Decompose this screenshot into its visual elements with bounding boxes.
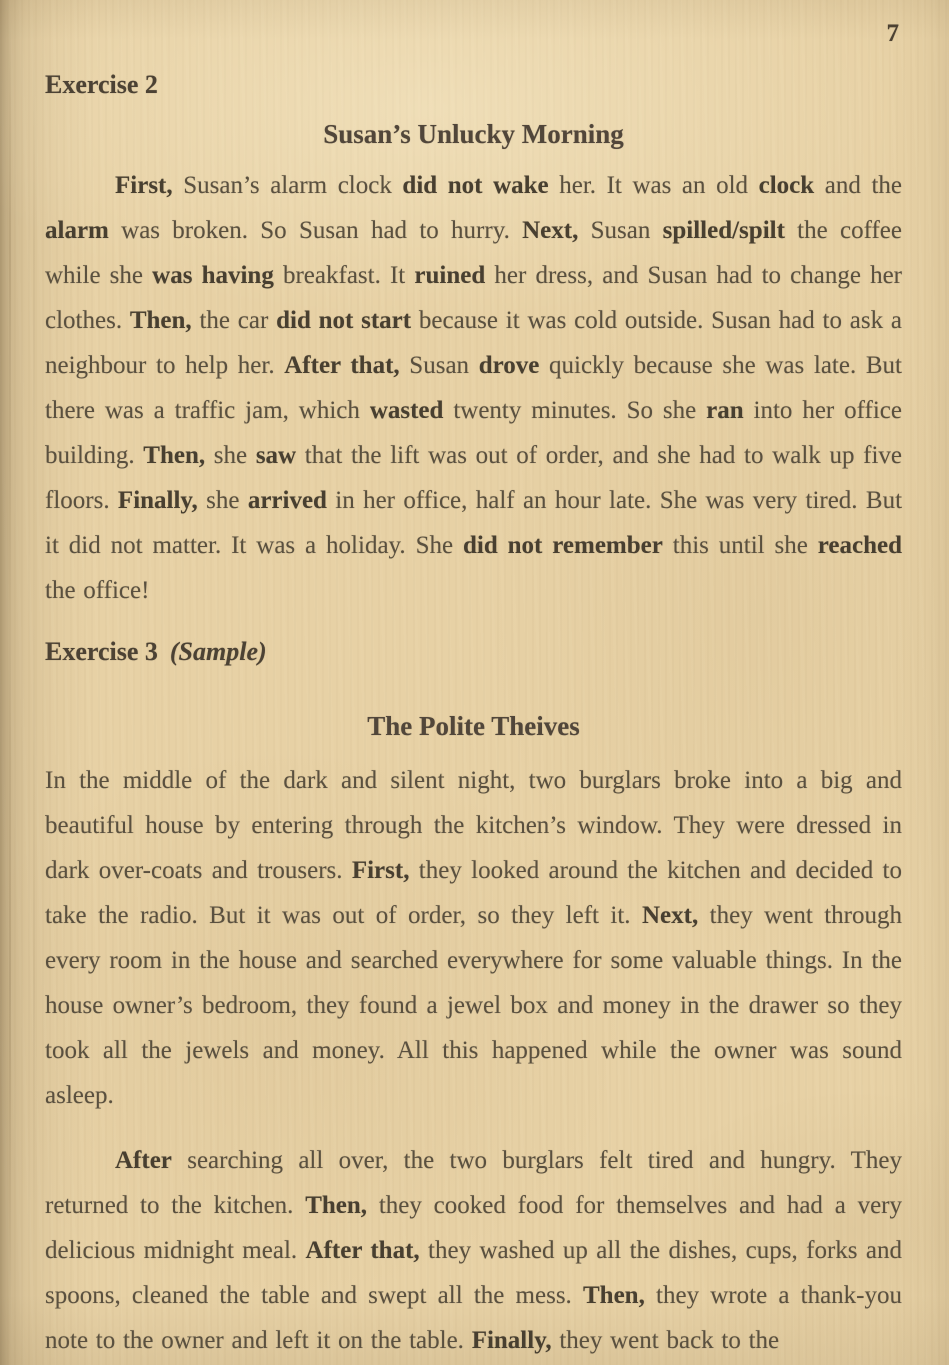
exercise2-paragraph — [45, 163, 902, 613]
bold-text-segment: First, — [351, 857, 410, 884]
text-segment: searching all over, the two burglars felt tired and hungry. They returned to the kitchen. — [45, 1147, 902, 1219]
exercise2-heading-label: Exercise 2 — [45, 70, 158, 99]
text-segment: Susan’s alarm clock — [172, 172, 403, 199]
text-segment: the coffee while she — [45, 217, 902, 289]
bold-text-segment: First, — [115, 172, 173, 199]
text-segment: was broken. So Susan had to hurry. — [108, 217, 523, 244]
text-segment: they went through every room in the house and searched everywhere for some valuable things. In the house owner’s bedroom, they found a jewel box and money in the drawer so they took all the jewels and money. All this happened while the owner was sound asleep. — [45, 902, 902, 1109]
exercise3-paragraph-1 — [45, 758, 902, 1118]
exercise2-heading — [45, 70, 902, 100]
page-number: 7 — [886, 20, 899, 47]
bold-text-segment: Next, — [642, 902, 699, 929]
bold-text-segment: arrived — [247, 487, 327, 514]
text-segment: quickly because she was late. But there was a traffic jam, which — [45, 352, 902, 424]
text-segment: they wrote a thank-you note to the owner and left it on the table. — [45, 1282, 902, 1354]
text-segment: they cooked food for themselves and had a very delicious midnight meal. — [45, 1192, 902, 1264]
bold-text-segment: saw — [255, 442, 297, 469]
bold-text-segment: ran — [706, 397, 744, 424]
text-segment: in her office, half an hour late. She was very tired. But it did not matter. It was a holiday. She — [45, 487, 903, 559]
text-segment: she — [205, 442, 256, 469]
text-segment: her. It was an old — [548, 172, 759, 199]
paper-scratch — [33, 0, 35, 1365]
bold-text-segment: After that, — [284, 352, 400, 379]
bold-text-segment: wasted — [369, 397, 444, 424]
bold-text-segment: drove — [478, 352, 540, 379]
text-segment: they washed up all the dishes, cups, forks and spoons, cleaned the table and swept all the mess. — [45, 1237, 902, 1309]
text-segment: into her office building. — [45, 397, 903, 469]
bold-text-segment: did not wake — [402, 172, 549, 199]
exercise3-story-title: The Polite Theives — [367, 711, 580, 741]
page-content — [45, 70, 902, 1363]
bold-text-segment: Then, — [143, 442, 206, 469]
bold-text-segment: Then, — [583, 1282, 645, 1309]
bold-text-segment: spilled/spilt — [662, 217, 785, 244]
text-segment: breakfast. It — [273, 262, 415, 289]
bold-text-segment: After — [115, 1147, 172, 1174]
text-segment: the car — [191, 307, 277, 334]
bold-text-segment: reached — [817, 532, 902, 559]
text-segment: they looked around the kitchen and decided to take the radio. But it was out of order, so they left it. — [45, 857, 902, 929]
bold-text-segment: Finally, — [117, 487, 198, 514]
bold-text-segment: Finally, — [471, 1327, 552, 1354]
exercise2-story-title: Susan’s Unlucky Morning — [323, 119, 624, 149]
text-segment: they went back to the — [551, 1327, 780, 1354]
exercise3-heading — [45, 637, 902, 667]
bold-text-segment: ruined — [414, 262, 486, 289]
bold-text-segment: Next, — [522, 217, 579, 244]
bold-text-segment: did not start — [276, 307, 412, 334]
bold-text-segment: did not remember — [462, 532, 663, 559]
text-segment: because it was cold outside. Susan had to ask a neighbour to help her. — [45, 307, 902, 379]
bold-text-segment: clock — [758, 172, 815, 199]
bold-text-segment: After that, — [305, 1237, 420, 1264]
paper-scratch — [9, 0, 11, 1365]
exercise3-heading-label: Exercise 3 — [45, 637, 158, 666]
bold-text-segment: alarm — [45, 217, 109, 244]
exercise3-paragraph-2 — [45, 1138, 902, 1363]
bold-text-segment: Then, — [129, 307, 192, 334]
text-segment: her dress, and Susan had to change her clothes. — [45, 262, 903, 334]
text-segment: In the middle of the dark and silent night, two burglars broke into a big and beautiful house by entering through the kitchen’s window. They were dressed in dark over-coats and trousers. — [45, 767, 902, 884]
text-segment: Susan — [578, 217, 663, 244]
text-segment: and the — [814, 172, 902, 199]
text-segment: she — [197, 487, 248, 514]
text-segment: twenty minutes. So she — [443, 397, 707, 424]
text-segment: this until she — [662, 532, 818, 559]
text-segment: that the lift was out of order, and she had to walk up five floors. — [45, 442, 903, 514]
bold-text-segment: Then, — [305, 1192, 368, 1219]
exercise3-heading-note: (Sample) — [169, 637, 267, 666]
bold-text-segment: was having — [152, 262, 274, 289]
text-segment: Susan — [399, 352, 479, 379]
text-segment: the office! — [45, 577, 150, 604]
